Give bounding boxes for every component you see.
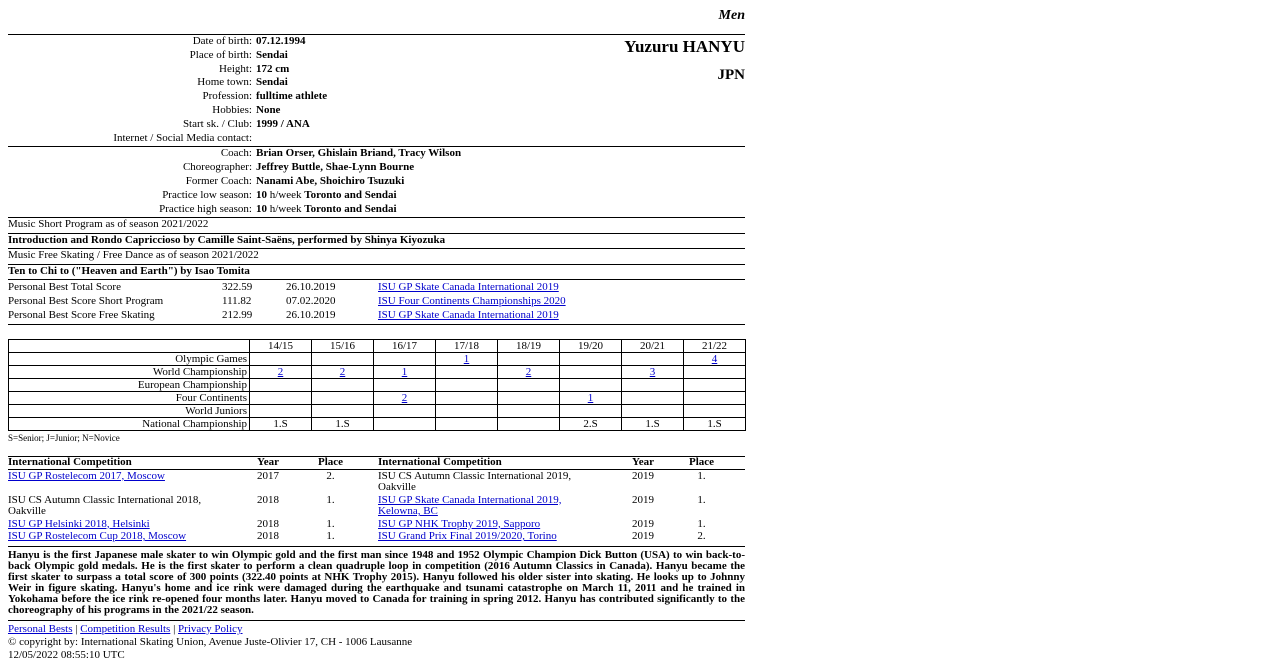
competition-name-cell xyxy=(378,530,608,543)
personal-best-date: 07.02.2020 xyxy=(286,294,336,307)
year-column-header: Year xyxy=(233,457,283,470)
competition-year: 2018 xyxy=(257,530,279,543)
season-row-label: World Juniors xyxy=(9,405,250,418)
season-result-cell: 1.S xyxy=(312,418,374,431)
personal-best-score: 111.82 xyxy=(222,294,252,307)
season-result-cell: 2.S xyxy=(560,418,622,431)
season-result-cell: 1.S xyxy=(250,418,312,431)
season-result-cell: 1.S xyxy=(684,418,746,431)
season-result-cell xyxy=(684,392,746,405)
competition-row xyxy=(8,530,745,543)
season-header-cell: 17/18 xyxy=(436,340,498,353)
competitions-table xyxy=(8,456,745,543)
season-row xyxy=(9,405,746,418)
practice-unit: h/week xyxy=(269,188,305,201)
competition-header-row xyxy=(8,457,745,470)
season-result-cell xyxy=(560,366,622,379)
info-value: Sendai xyxy=(256,76,288,89)
season-result-cell xyxy=(250,392,312,405)
personal-bests-table xyxy=(8,280,745,325)
personal-best-date: 26.10.2019 xyxy=(286,308,336,321)
personal-best-score: 322.59 xyxy=(222,281,253,294)
season-result-cell xyxy=(560,353,622,366)
info-value: 07.12.1994 xyxy=(256,35,306,47)
season-result-cell xyxy=(498,405,560,418)
season-header-empty-cell xyxy=(9,340,250,353)
season-result-cell xyxy=(560,392,622,405)
season-row xyxy=(9,418,746,431)
info-value: fulltime athlete xyxy=(256,90,328,103)
info-label: Start sk. / Club: xyxy=(182,117,252,130)
season-results-table xyxy=(8,339,746,431)
season-result-link[interactable]: 2 xyxy=(401,392,408,405)
place-column-header: Place xyxy=(658,457,745,470)
personal-best-row xyxy=(8,281,745,295)
competition-name-cell xyxy=(8,518,233,531)
competition-place: 1. xyxy=(326,493,335,506)
competition-name-cell xyxy=(8,469,233,494)
coaching-value xyxy=(256,203,397,217)
season-result-link[interactable]: 3 xyxy=(649,366,656,379)
info-value: 1999 / ANA xyxy=(256,117,310,130)
info-label: Height: xyxy=(219,62,252,75)
season-result-cell: 1.S xyxy=(622,418,684,431)
coaching-label: Former Coach: xyxy=(185,174,252,187)
competition-row xyxy=(8,469,745,494)
competition-name-cell xyxy=(8,530,233,543)
season-result-cell xyxy=(312,379,374,392)
competition-year: 2019 xyxy=(632,517,654,530)
season-result-cell xyxy=(436,353,498,366)
season-result-cell xyxy=(374,405,436,418)
footer-link[interactable]: Competition Results xyxy=(80,622,171,635)
competition-place: 1. xyxy=(697,469,706,482)
coaching-table xyxy=(8,147,745,218)
competition-place: 2. xyxy=(326,469,335,482)
season-result-cell xyxy=(436,418,498,431)
season-result-cell xyxy=(312,392,374,405)
season-result-cell xyxy=(498,418,560,431)
info-row xyxy=(8,90,745,104)
athlete-name: Yuzuru HANYU xyxy=(624,37,745,56)
season-result-cell xyxy=(250,366,312,379)
season-result-link[interactable]: 1 xyxy=(587,392,594,405)
season-result-cell xyxy=(436,405,498,418)
competition-place: 1. xyxy=(326,517,335,530)
coaching-row xyxy=(8,175,745,189)
competition-name-cell: ISU CS Autumn Classic International 2019, Oakville xyxy=(378,469,572,494)
season-result-cell xyxy=(498,353,560,366)
info-value: Sendai xyxy=(256,48,288,61)
personal-best-event-link[interactable]: ISU Four Continents Championships 2020 xyxy=(378,294,566,307)
info-row xyxy=(8,132,745,146)
athlete-nation: JPN xyxy=(717,67,745,83)
season-result-cell xyxy=(622,353,684,366)
personal-best-row xyxy=(8,309,745,323)
season-result-cell xyxy=(374,353,436,366)
season-row xyxy=(9,379,746,392)
info-value: None xyxy=(256,103,281,116)
competition-row xyxy=(8,494,745,518)
competition-column-header: International Competition xyxy=(8,457,233,470)
timestamp: 12/05/2022 08:55:10 UTC xyxy=(8,648,125,661)
competition-name-cell xyxy=(378,494,608,518)
info-value: 172 cm xyxy=(256,62,290,75)
season-result-cell xyxy=(374,418,436,431)
masthead xyxy=(8,0,745,35)
competition-year: 2018 xyxy=(257,493,279,506)
season-result-cell xyxy=(436,366,498,379)
season-result-cell xyxy=(560,379,622,392)
season-header-cell: 18/19 xyxy=(498,340,560,353)
season-result-link[interactable]: 1 xyxy=(401,366,408,379)
season-result-cell xyxy=(622,379,684,392)
season-result-cell xyxy=(250,353,312,366)
season-row-label: National Championship xyxy=(9,418,250,431)
coaching-label: Choreographer: xyxy=(182,161,252,174)
music-short-program-label: Music Short Program as of season 2021/2022 xyxy=(8,218,745,234)
music-free-skating-label: Music Free Skating / Free Dance as of season 2021/2022 xyxy=(8,249,745,265)
info-label: Hobbies: xyxy=(212,103,252,116)
info-label: Home town: xyxy=(197,76,252,89)
season-row xyxy=(9,353,746,366)
season-result-cell xyxy=(684,366,746,379)
music-section xyxy=(8,218,745,280)
season-result-cell xyxy=(498,366,560,379)
top-section xyxy=(8,35,745,218)
season-result-cell xyxy=(436,379,498,392)
coaching-row xyxy=(8,189,745,203)
competition-name-cell: ISU CS Autumn Classic International 2018, Oakville xyxy=(8,493,202,518)
personal-best-label: Personal Best Score Short Program xyxy=(8,294,164,307)
coaching-value xyxy=(256,189,397,203)
info-label: Internet / Social Media contact: xyxy=(113,131,252,144)
coaching-label: Coach: xyxy=(220,147,252,160)
personal-best-date: 26.10.2019 xyxy=(286,281,336,294)
music-free-skating-title: Ten to Chi to ("Heaven and Earth") by Isao Tomita xyxy=(8,265,745,281)
season-row-label: Olympic Games xyxy=(9,353,250,366)
footer-link[interactable]: Personal Bests xyxy=(8,622,73,635)
season-result-cell xyxy=(250,405,312,418)
competition-name-cell xyxy=(378,518,608,531)
season-header-cell: 21/22 xyxy=(684,340,746,353)
season-header-cell: 20/21 xyxy=(622,340,684,353)
season-result-link[interactable]: 1 xyxy=(463,353,470,366)
music-short-program-title: Introduction and Rondo Capriccioso by Camille Saint-Saëns, performed by Shinya Kiyozuka xyxy=(8,234,745,250)
season-result-cell xyxy=(684,405,746,418)
season-footnote: S=Senior; J=Junior; N=Novice xyxy=(8,433,120,444)
season-result-cell xyxy=(374,366,436,379)
personal-best-label: Personal Best Score Free Skating xyxy=(8,308,155,321)
season-header-cell: 15/16 xyxy=(312,340,374,353)
competition-link[interactable]: ISU GP NHK Trophy 2019, Sapporo xyxy=(378,517,541,530)
coaching-value: Jeffrey Buttle, Shae-Lynn Bourne xyxy=(256,161,415,174)
season-result-cell xyxy=(312,405,374,418)
season-result-cell xyxy=(436,392,498,405)
season-result-cell xyxy=(622,392,684,405)
competition-place: 1. xyxy=(697,493,706,506)
season-result-link[interactable]: 4 xyxy=(711,353,718,366)
info-row xyxy=(8,118,745,132)
season-row xyxy=(9,366,746,379)
competition-year: 2019 xyxy=(632,493,654,506)
season-result-cell xyxy=(312,366,374,379)
season-result-cell xyxy=(498,379,560,392)
place-column-header: Place xyxy=(283,457,378,470)
competition-year: 2018 xyxy=(257,517,279,530)
competition-place: 1. xyxy=(326,530,335,543)
footer-link[interactable]: Privacy Policy xyxy=(178,622,243,635)
personal-best-row xyxy=(8,295,745,309)
season-header-cell: 16/17 xyxy=(374,340,436,353)
personal-best-score: 212.99 xyxy=(222,308,253,321)
personal-best-label: Personal Best Total Score xyxy=(8,281,121,294)
competition-link[interactable]: ISU GP Helsinki 2018, Helsinki xyxy=(8,517,150,530)
season-result-cell xyxy=(622,405,684,418)
personal-best-event-link[interactable]: ISU GP Skate Canada International 2019 xyxy=(378,281,559,294)
copyright-text: © copyright by: International Skating Union, Avenue Juste-Olivier 17, CH - 1006 Lausanne xyxy=(8,635,413,648)
competition-link[interactable]: ISU Grand Prix Final 2019/2020, Torino xyxy=(378,530,557,543)
season-result-link[interactable]: 2 xyxy=(277,366,284,379)
practice-unit: h/week xyxy=(269,202,305,215)
competition-link[interactable]: ISU GP Rostelecom 2017, Moscow xyxy=(8,469,165,482)
coaching-row xyxy=(8,203,745,217)
season-result-cell xyxy=(498,392,560,405)
season-result-cell xyxy=(684,353,746,366)
season-header-row xyxy=(9,340,746,353)
practice-location: Toronto and Sendai xyxy=(304,202,397,215)
season-header-cell: 19/20 xyxy=(560,340,622,353)
personal-best-event-link[interactable]: ISU GP Skate Canada International 2019 xyxy=(378,308,559,321)
season-header-cell: 14/15 xyxy=(250,340,312,353)
season-result-cell xyxy=(374,379,436,392)
practice-hours: 10 xyxy=(256,202,270,215)
year-column-header: Year xyxy=(608,457,658,470)
info-label: Date of birth: xyxy=(192,35,252,47)
season-result-cell xyxy=(374,392,436,405)
competition-place: 2. xyxy=(697,530,706,543)
info-label: Place of birth: xyxy=(189,48,252,61)
coaching-value: Brian Orser, Ghislain Briand, Tracy Wilson xyxy=(256,147,462,160)
coaching-label: Practice low season: xyxy=(162,188,252,201)
competition-year: 2017 xyxy=(257,469,279,482)
competition-link[interactable]: ISU GP Skate Canada International 2019, Kelowna, BC xyxy=(378,493,562,518)
category-title: Men xyxy=(718,8,745,23)
season-row xyxy=(9,392,746,405)
practice-hours: 10 xyxy=(256,188,270,201)
season-result-cell xyxy=(622,366,684,379)
coaching-row xyxy=(8,147,745,161)
biography-text: Hanyu is the first Japanese male skater to win Olympic gold and the first man since 1948 and 1952 Olympic Champion Dick Button (USA) to win back-to-back Olympic gold medals. He is the first skater to perform a clean quadruple loop in competition (2016 Autumn Classics in Canada). Hanyu became the first skater to surpass a total score of 300 points (322.40 points at NHK Trophy 2015). Hanyu followed his older sister into skating. He looks up to Johnny Weir in figure skating. Hanyu's home and ice rink were damaged during the earthquake and tsunami catastrophe on March 11, 2011 and he trained in Yokohama before the ice rink re-opened four months later. Hanyu moved to Canada for training in spring 2012. Hanyu has contributed significantly to the choreography of his programs in the 2021/22 season. xyxy=(8,546,745,621)
season-result-cell xyxy=(312,353,374,366)
competition-column-header: International Competition xyxy=(378,457,608,470)
season-result-link[interactable]: 2 xyxy=(339,366,346,379)
season-row-label: Four Continents xyxy=(9,392,250,405)
season-row-label: World Championship xyxy=(9,366,250,379)
athlete-identity xyxy=(624,37,745,84)
info-row xyxy=(8,104,745,118)
coaching-value: Nanami Abe, Shoichiro Tsuzuki xyxy=(256,174,405,187)
info-label: Profession: xyxy=(202,90,252,103)
competition-place: 1. xyxy=(697,517,706,530)
footer-links: Personal Bests | Competition Results | Privacy Policy xyxy=(8,622,243,635)
season-row-label: European Championship xyxy=(9,379,250,392)
practice-location: Toronto and Sendai xyxy=(304,188,397,201)
competition-year: 2019 xyxy=(632,469,654,482)
competition-row xyxy=(8,518,745,531)
season-result-cell xyxy=(684,379,746,392)
season-result-link[interactable]: 2 xyxy=(525,366,532,379)
bio-page xyxy=(8,0,745,662)
season-result-cell xyxy=(560,405,622,418)
coaching-row xyxy=(8,161,745,175)
season-result-cell xyxy=(250,379,312,392)
coaching-label: Practice high season: xyxy=(159,202,252,215)
competition-link[interactable]: ISU GP Rostelecom Cup 2018, Moscow xyxy=(8,530,187,543)
competition-year: 2019 xyxy=(632,530,654,543)
